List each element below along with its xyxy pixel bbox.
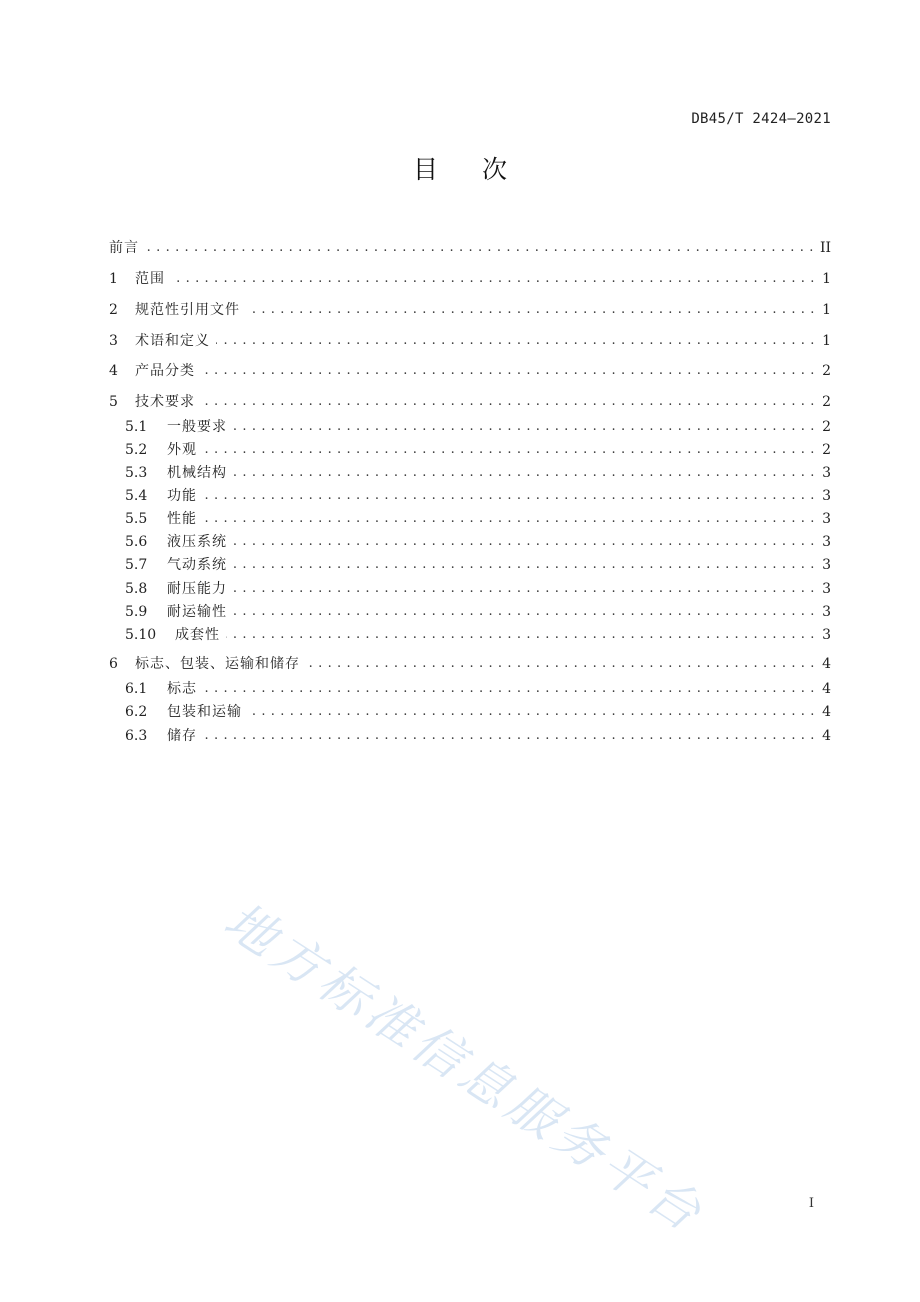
toc-entry-page: II [819, 240, 831, 256]
toc-leader-dots [226, 625, 815, 645]
toc-entry-foreword[interactable] [109, 238, 831, 258]
toc-entry-3[interactable] [109, 331, 831, 351]
toc-entry-number: 1 [109, 271, 118, 287]
document-code: DB45/T 2424—2021 [691, 111, 831, 127]
toc-entry-page: 2 [822, 363, 831, 379]
toc-entry-number: 3 [109, 333, 118, 349]
toc-entry-number: 4 [109, 363, 118, 379]
toc-entry-2[interactable] [109, 300, 831, 320]
toc-entry-label: 外观 [167, 442, 197, 458]
toc-entry-page: 3 [822, 465, 831, 481]
toc-entry-label: 术语和定义 [135, 333, 210, 349]
toc-entry-page: 2 [822, 419, 831, 435]
toc-entry-label: 产品分类 [135, 363, 195, 379]
toc-entry-5-6[interactable] [125, 532, 831, 552]
toc-entry-page: 1 [822, 333, 831, 349]
toc-entry-label: 气动系统 [167, 557, 227, 573]
toc-leader-dots [203, 440, 815, 460]
toc-leader-dots [203, 509, 815, 529]
toc-leader-dots [171, 269, 815, 289]
page-number: I [808, 1196, 814, 1211]
toc-leader-dots [306, 654, 815, 674]
toc-leader-dots [216, 331, 815, 351]
toc-entry-6[interactable] [109, 654, 831, 674]
toc-leader-dots [233, 555, 815, 575]
toc-leader-dots [233, 463, 815, 483]
toc-entry-page: 3 [822, 488, 831, 504]
toc-leader-dots [201, 361, 815, 381]
toc-entry-number: 2 [109, 302, 118, 318]
toc-entry-page: 3 [822, 627, 831, 643]
toc-entry-label: 储存 [167, 728, 197, 744]
toc-entry-page: 4 [822, 681, 831, 697]
toc-entry-label: 成套性 [175, 627, 220, 643]
toc-entry-page: 2 [822, 442, 831, 458]
toc-leader-dots [201, 392, 815, 412]
toc-entry-number: 5.3 [125, 465, 148, 481]
toc-entry-5-3[interactable] [125, 463, 831, 483]
toc-entry-page: 3 [822, 534, 831, 550]
toc-entry-number: 5.9 [125, 604, 148, 620]
toc-entry-4[interactable] [109, 361, 831, 381]
toc-entry-number: 5.10 [125, 627, 157, 643]
toc-entry-5-1[interactable] [125, 417, 831, 437]
toc-entry-label: 一般要求 [167, 419, 227, 435]
toc-entry-label: 包装和运输 [167, 704, 242, 720]
toc-entry-5-2[interactable] [125, 440, 831, 460]
toc-entry-5-4[interactable] [125, 486, 831, 506]
toc-entry-number: 6 [109, 656, 118, 672]
toc-entry-label: 性能 [167, 511, 197, 527]
toc-entry-label: 标志、包装、运输和储存 [135, 656, 300, 672]
toc-entry-5[interactable] [109, 392, 831, 412]
watermark: 地方标准信息服务平台 [214, 891, 716, 1245]
toc-entry-page: 4 [822, 704, 831, 720]
toc-entry-label: 液压系统 [167, 534, 227, 550]
toc-entry-number: 5.7 [125, 557, 148, 573]
toc-entry-label: 前言 [109, 240, 139, 256]
toc-entry-page: 2 [822, 394, 831, 410]
toc-entry-label: 规范性引用文件 [135, 302, 240, 318]
toc-entry-number: 5.5 [125, 511, 148, 527]
toc-entry-6-1[interactable] [125, 679, 831, 699]
toc-entry-page: 4 [822, 728, 831, 744]
toc-entry-page: 3 [822, 581, 831, 597]
toc-entry-5-9[interactable] [125, 602, 831, 622]
toc-entry-page: 3 [822, 557, 831, 573]
toc-entry-5-7[interactable] [125, 555, 831, 575]
toc-entry-number: 5 [109, 394, 118, 410]
toc-entry-5-5[interactable] [125, 509, 831, 529]
toc-leader-dots [233, 532, 815, 552]
toc-entry-6-2[interactable] [125, 702, 831, 722]
toc-entry-label: 机械结构 [167, 465, 227, 481]
toc-entry-number: 5.4 [125, 488, 148, 504]
toc-leader-dots [233, 417, 815, 437]
toc-entry-number: 5.2 [125, 442, 148, 458]
toc-entry-page: 3 [822, 604, 831, 620]
toc-leader-dots [233, 602, 815, 622]
toc-leader-dots [248, 702, 815, 722]
page-title: 目次 [412, 155, 551, 184]
toc-entry-number: 5.6 [125, 534, 148, 550]
toc-entry-5-10[interactable] [125, 625, 831, 645]
toc-entry-label: 范围 [135, 271, 165, 287]
toc-leader-dots [233, 579, 815, 599]
toc-leader-dots [203, 726, 815, 746]
table-of-contents [109, 0, 831, 760]
toc-entry-number: 5.8 [125, 581, 148, 597]
toc-entry-number: 5.1 [125, 419, 148, 435]
toc-entry-page: 1 [822, 271, 831, 287]
toc-entry-label: 耐运输性 [167, 604, 227, 620]
toc-entry-label: 功能 [167, 488, 197, 504]
toc-entry-6-3[interactable] [125, 726, 831, 746]
toc-entry-number: 6.2 [125, 704, 148, 720]
toc-entry-page: 3 [822, 511, 831, 527]
toc-entry-number: 6.1 [125, 681, 148, 697]
toc-leader-dots [203, 486, 815, 506]
toc-leader-dots [246, 300, 815, 320]
toc-entry-page: 4 [822, 656, 831, 672]
toc-entry-page: 1 [822, 302, 831, 318]
toc-entry-label: 耐压能力 [167, 581, 227, 597]
toc-entry-5-8[interactable] [125, 579, 831, 599]
toc-entry-1[interactable] [109, 269, 831, 289]
toc-leader-dots [145, 238, 814, 258]
toc-entry-number: 6.3 [125, 728, 148, 744]
toc-entry-label: 标志 [167, 681, 197, 697]
toc-leader-dots [203, 679, 815, 699]
toc-entry-label: 技术要求 [135, 394, 195, 410]
